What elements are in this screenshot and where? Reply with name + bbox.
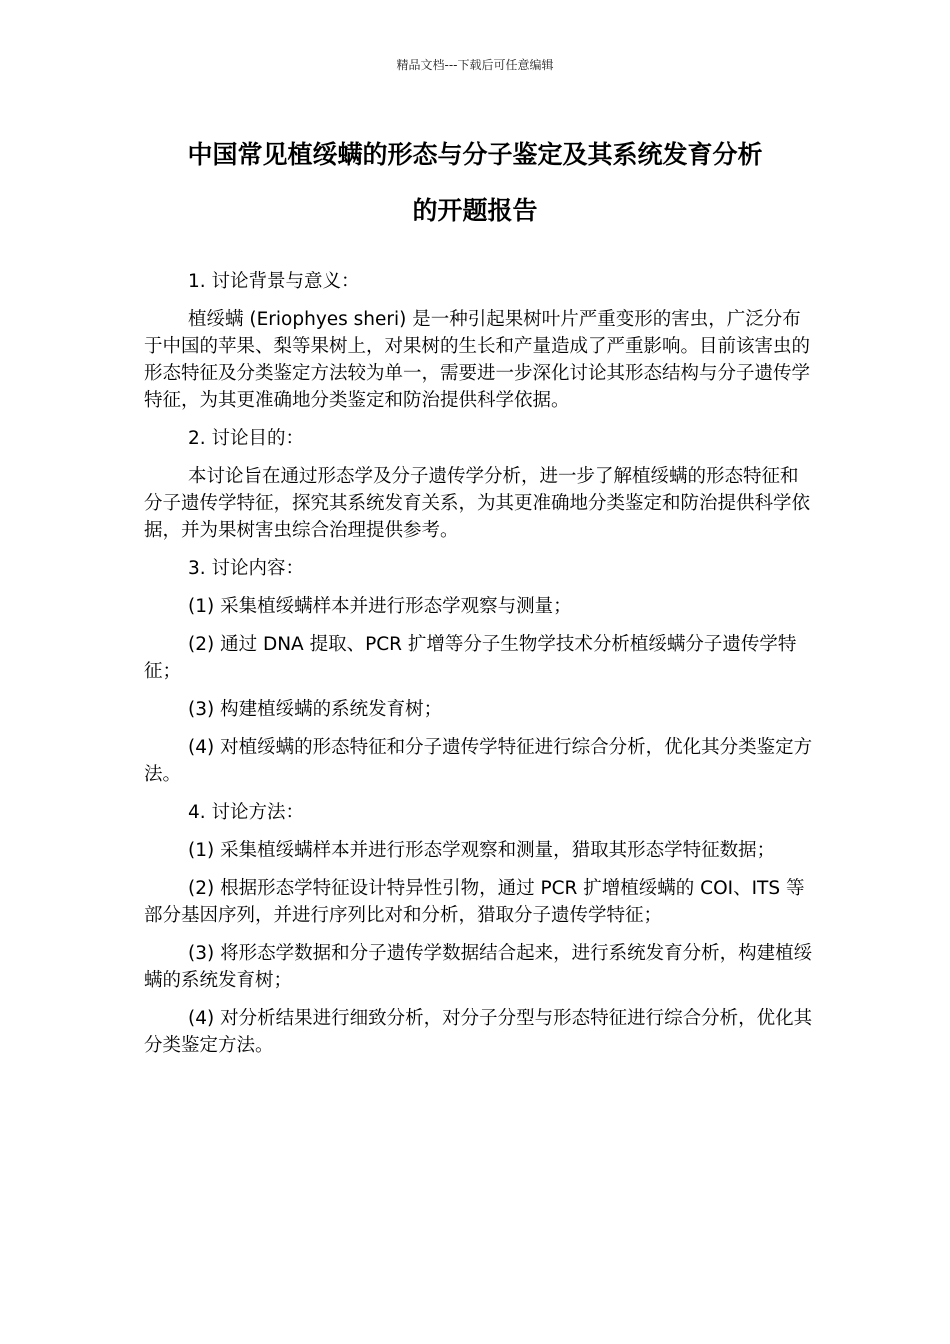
method-item-4: (4) 对分析结果进行细致分析，对分子分型与形态特征进行综合分析，优化其分类鉴定方法。	[144, 1008, 813, 1056]
section-heading-background: 1. 讨论背景与意义：	[188, 271, 360, 292]
paragraph-background: 植绥螨 (Eriophyes sheri) 是一种引起果树叶片严重变形的害虫，广泛分布于中国的苹果、梨等果树上，对果树的生长和产量造成了严重影响。目前该害虫的形态特征及分类鉴定方法较为单一，需要进一步深化讨论其形态结构与分子遗传学特征，为其更准确地分类鉴定和防治提供科学依据。	[144, 309, 811, 411]
document-title-line-2: 的开题报告	[412, 196, 538, 225]
content-item-1: (1) 采集植绥螨样本并进行形态学观察与测量；	[188, 596, 572, 617]
content-item-3: (3) 构建植绥螨的系统发育树；	[188, 699, 443, 720]
content-item-4: (4) 对植绥螨的形态特征和分子遗传学特征进行综合分析，优化其分类鉴定方法。	[144, 737, 813, 785]
section-heading-methods: 4. 讨论方法：	[188, 802, 305, 823]
document-body	[144, 268, 816, 1059]
content-item-2: (2) 通过 DNA 提取、PCR 扩增等分子生物学技术分析植绥螨分子遗传学特征；	[144, 634, 797, 682]
header-note: 精品文档---下载后可任意编辑	[396, 58, 554, 72]
document-title-line-1: 中国常见植绥螨的形态与分子鉴定及其系统发育分析	[187, 140, 763, 169]
method-item-2: (2) 根据形态学特征设计特异性引物，通过 PCR 扩增植绥螨的 COI、ITS 等部分基因序列，并进行序列比对和分析，猎取分子遗传学特征；	[144, 878, 805, 926]
method-item-3: (3) 将形态学数据和分子遗传学数据结合起来，进行系统发育分析，构建植绥螨的系统发育树；	[144, 943, 813, 991]
method-item-1: (1) 采集植绥螨样本并进行形态学观察和测量，猎取其形态学特征数据；	[188, 840, 776, 861]
section-heading-purpose: 2. 讨论目的：	[188, 428, 305, 449]
paragraph-purpose: 本讨论旨在通过形态学及分子遗传学分析，进一步了解植绥螨的形态特征和分子遗传学特征，探究其系统发育关系，为其更准确地分类鉴定和防治提供科学依据，并为果树害虫综合治理提供参考。	[144, 466, 811, 541]
section-heading-content: 3. 讨论内容：	[188, 558, 305, 579]
